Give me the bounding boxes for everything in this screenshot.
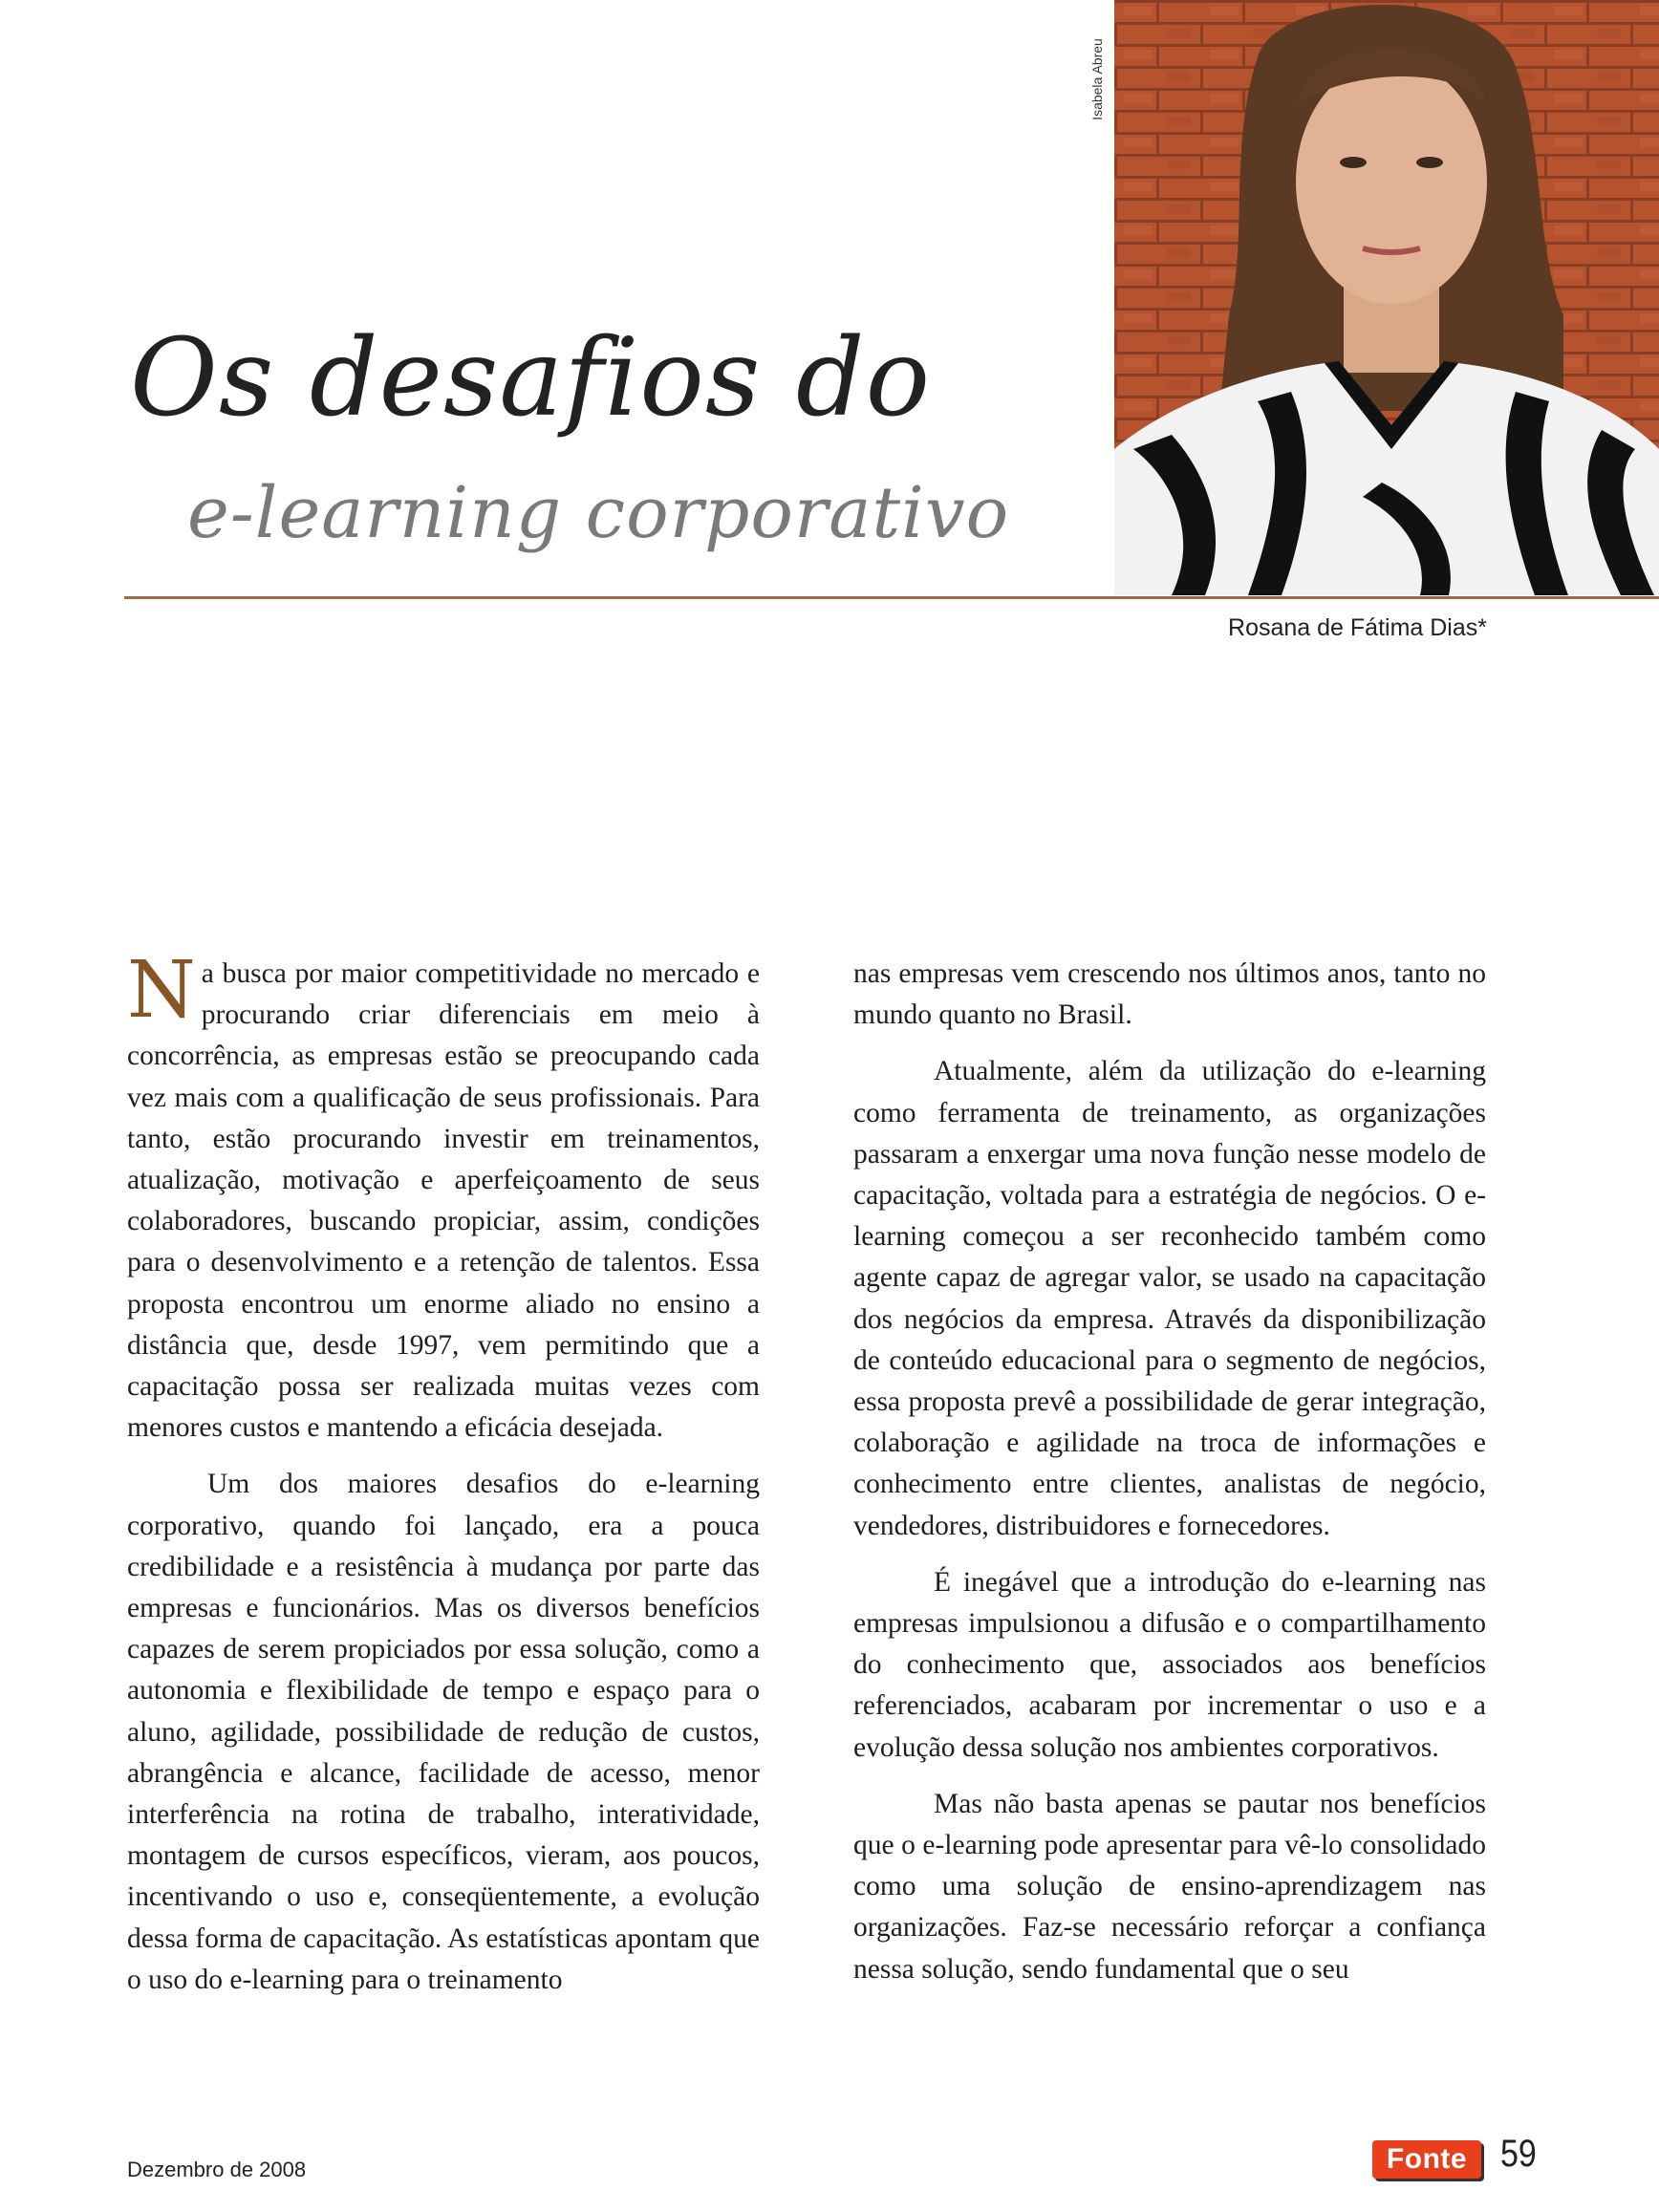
article-column-right bbox=[853, 954, 1486, 1990]
photo-credit-text: Isabela Abreu bbox=[1089, 37, 1105, 120]
author-byline: Rosana de Fátima Dias* bbox=[1228, 614, 1487, 641]
article-subtitle: e-learning corporativo bbox=[187, 472, 1010, 554]
article-column-left bbox=[127, 945, 760, 2001]
page-number: 59 bbox=[1500, 2133, 1537, 2175]
article-title: Os desafios do bbox=[130, 316, 932, 440]
paragraph: nas empresas vem crescendo nos últimos anos, tanto no mundo quanto no Brasil. bbox=[853, 958, 1486, 1031]
title-divider bbox=[124, 596, 1659, 599]
photo-credit bbox=[1086, 19, 1109, 139]
paragraph: Mas não basta apenas se pautar nos benefícios que o e-learning pode apresentar para vê-lo consolidado como uma solução de ensino-aprendizagem nas organizações. Faz-se necessário reforçar a confiança nessa solução, sendo fundamental que o seu bbox=[853, 1788, 1486, 1985]
paragraph: É inegável que a introdução do e-learning nas empresas impulsionou a difusão e o compartilhamento do conhecimento que, associados aos benefícios referenciados, acabaram por incrementar o uso e a evolução dessa solução nos ambientes corporativos. bbox=[853, 1566, 1486, 1763]
issue-date: Dezembro de 2008 bbox=[127, 2158, 307, 2181]
magazine-logo-text: Fonte bbox=[1386, 2143, 1468, 2175]
author-photo bbox=[1114, 0, 1659, 595]
paragraph: Um dos maiores desafios do e-learning corporativo, quando foi lançado, era a pouca credibilidade e a resistência à mudança por parte das empresas e funcionários. Mas os diversos benefícios capazes de serem propiciados por essa solução, como a autonomia e flexibilidade de tempo e espaço para o aluno, agilidade, possibilidade de redução de custos, abrangência e alcance, facilidade de acesso, menor interferência na rotina de trabalho, interatividade, montagem de cursos específicos, vieram, aos poucos, incentivando o uso e, conseqüentemente, a evolução dessa forma de capacitação. As estatísticas apontam que o uso do e-learning para o treinamento bbox=[127, 1469, 760, 1995]
paragraph: Atualmente, além da utilização do e-learning como ferramenta de treinamento, as organizações passaram a enxergar uma nova função nesse modelo de capacitação, voltada para a estratégia de negócios. O e-learning começou a ser reconhecido também como agente capaz de agregar valor, se usado na capacitação dos negócios da empresa. Através da disponibilização de conteúdo educacional para o segmento de negócios, essa proposta prevê a possibilidade de gerar integração, colaboração e agilidade na troca de informações e conhecimento entre clientes, analistas de negócio, vendedores, distribuidores e fornecedores. bbox=[853, 1056, 1486, 1541]
magazine-logo bbox=[1372, 2140, 1481, 2179]
paragraph-text: a busca por maior competitividade no mercado e procurando criar diferenciais em meio à concorrência, as empresas estão se preocupando cada vez mais com a qualificação de seus profissionais. Para tanto, estão procurando investir em treinamentos, atualização, motivação e aperfeiçoamento de seus colaboradores, buscando propiciar, assim, condições para o desenvolvimento e a retenção de talentos. Essa proposta encontrou um enorme aliado no ensino a distância que, desde 1997, vem permitindo que a capacitação possa ser realizada muitas vezes com menores custos e mantendo a eficácia desejada. bbox=[127, 958, 760, 1444]
drop-cap: N bbox=[127, 945, 196, 1036]
paragraph bbox=[127, 945, 760, 1449]
